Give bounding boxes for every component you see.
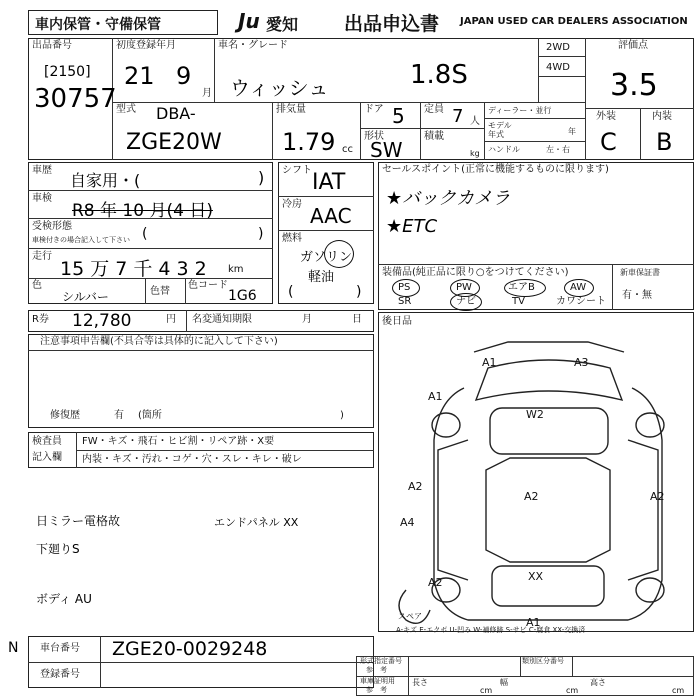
history-label: 車歴 — [32, 165, 52, 176]
chassis-label: 車台番号 — [40, 643, 80, 654]
displacement-value: 1.79 — [282, 128, 336, 156]
receive-open: ( — [142, 226, 148, 242]
reminder-day: 日 — [352, 314, 362, 325]
mark-w2: W2 — [526, 408, 544, 421]
spec-class-label: 類別区分番号 — [522, 657, 564, 665]
chassis-number: ZGE20-0029248 — [112, 638, 268, 660]
rating-label: 評価点 — [618, 40, 648, 51]
load-unit: kg — [470, 149, 480, 158]
mark-a1-front: A1 — [482, 356, 497, 369]
registration-label: 初度登録年月 — [116, 40, 176, 51]
sales-label: セールスポイント(正常に機能するものに限ります) — [382, 164, 609, 175]
equip-aw: AW — [570, 282, 587, 293]
car-damage-diagram — [378, 330, 694, 630]
model-label: 車名・グレード — [218, 40, 288, 51]
equip-tv: TV — [512, 296, 525, 307]
spec-height-unit: cm — [672, 686, 685, 695]
drive-2wd: 2WD — [546, 42, 570, 53]
registration-number-label: 登録番号 — [40, 669, 80, 680]
spec-height: 高さ — [590, 678, 606, 687]
color-change-label: 色替 — [150, 286, 170, 297]
color-label: 色 — [32, 280, 42, 291]
displacement-unit: cc — [342, 144, 353, 155]
month-unit: 月 — [202, 88, 212, 99]
spec-width: 幅 — [500, 678, 508, 687]
color-code-label: 色コード — [188, 280, 228, 291]
inspector-entry-label: 記入欄 — [32, 452, 62, 463]
receive-close: ) — [258, 226, 264, 242]
steering-label: ハンドル — [488, 145, 520, 154]
equip-navi-circle — [450, 293, 482, 311]
mark-a1-left: A1 — [428, 390, 443, 403]
lot-label: 出品番号 — [32, 40, 72, 51]
type-code: ZGE20W — [126, 130, 222, 155]
inspector-label: 検査員 — [32, 436, 62, 447]
storage-badge — [28, 10, 218, 35]
fuel-close: ) — [356, 284, 362, 300]
repair-close: ) — [340, 410, 344, 421]
damage-legend: A-キズ E-エクボ U-凹み W-補修跡 S-サビ C-腐食 XX-交換済 — [396, 626, 586, 634]
lot-bracket: [2150] — [44, 64, 91, 80]
shift-value: IAT — [312, 170, 346, 195]
recycle-label: R券 — [32, 314, 49, 325]
inspector-row-2: 内装・キズ・汚れ・コゲ・穴・スレ・キレ・破レ — [82, 454, 302, 465]
form-title: 出品申込書 — [344, 13, 440, 35]
year-label: 年式 — [488, 130, 504, 139]
load-label: 積載 — [424, 131, 444, 142]
mark-a2-rear: A2 — [428, 576, 443, 589]
spare-label: スペア — [398, 612, 422, 621]
sales-item-1: ★バックカメラ — [386, 188, 511, 209]
cooling-label: 冷房 — [282, 199, 302, 210]
spec-ref-4: 考 — [380, 686, 387, 694]
mileage-label: 走行 — [32, 251, 52, 262]
fuel-gasoline: ガソリン — [300, 250, 353, 265]
org-name: 愛知 — [266, 15, 299, 34]
capacity-unit: 人 — [470, 116, 480, 127]
inspection-value: R8 年 10 月(4 日) — [72, 201, 213, 221]
remark-1: 日ミラー電格故 — [36, 514, 121, 528]
remark-2: 下廻りS — [36, 542, 80, 556]
mark-a3-front: A3 — [574, 356, 589, 369]
repair-value: 有 — [114, 410, 124, 421]
spec-ref-2: 考 — [380, 666, 387, 674]
equip-sr: SR — [398, 296, 412, 307]
history-block — [28, 162, 273, 304]
reminder-label: 名変通知期限 — [192, 314, 252, 325]
equip-ps: PS — [398, 282, 411, 293]
shape-label: 形状 — [364, 131, 384, 142]
capacity-value: 7 — [452, 106, 464, 127]
notes-label: 注意事項申告欄(不具合等は具体的に記入して下さい) — [40, 336, 278, 347]
mark-a2-left: A2 — [408, 480, 423, 493]
equip-ps-circle — [392, 279, 420, 297]
mark-a1-rear: A1 — [526, 616, 541, 629]
fuel-label: 燃料 — [282, 233, 302, 244]
mark-xx-rear: XX — [528, 570, 544, 583]
association-name: JAPAN USED CAR DEALERS ASSOCIATION — [460, 16, 688, 27]
spec-length: 長さ — [412, 678, 428, 687]
doors-label: ドア — [364, 104, 384, 115]
color-value: シルバー — [62, 290, 109, 304]
equip-airbag: エアB — [508, 282, 535, 293]
model-name: ウィッシュ — [230, 76, 329, 100]
shift-label: シフト — [282, 165, 312, 176]
exterior-label: 外装 — [596, 111, 616, 122]
warranty-options: 有・無 — [622, 290, 652, 301]
displacement-label: 排気量 — [276, 104, 306, 115]
doors-value: 5 — [392, 104, 405, 128]
registration-month: 9 — [176, 62, 192, 90]
spec-type-label: 形式指定番号 — [360, 657, 402, 665]
history-close: ) — [258, 168, 265, 187]
remark-3: ボディ AU — [36, 592, 92, 606]
spec-garage-label: 車庫証明用 — [360, 677, 395, 685]
fuel-selected-circle — [324, 240, 354, 268]
recycle-value: 12,780 — [72, 311, 132, 331]
warranty-label: 新車保証書 — [620, 268, 660, 277]
spec-ref-3: 参 — [366, 686, 373, 694]
equip-aw-circle — [564, 279, 594, 297]
cooling-value: AAC — [310, 204, 352, 228]
reminder-month: 月 — [302, 314, 312, 325]
equip-pw: PW — [456, 282, 472, 293]
spec-width-unit: cm — [566, 686, 579, 695]
color-code: 1G6 — [228, 288, 257, 304]
equip-leather: カワシート — [556, 296, 606, 307]
model-grade: 1.8S — [410, 60, 468, 90]
exterior-grade: C — [600, 128, 617, 156]
mark-a4: A4 — [400, 516, 415, 529]
shape-value: SW — [370, 138, 403, 162]
dealer-label: ディーラー・並行 — [488, 106, 552, 115]
drive-4wd: 4WD — [546, 62, 570, 73]
recycle-unit: 円 — [166, 314, 176, 325]
margin-mark: N — [8, 640, 19, 656]
receive-note: 車検付きの場合記入して下さい — [32, 236, 130, 244]
repair-place: (箇所 — [138, 410, 162, 421]
fuel-diesel: 軽油 — [308, 270, 335, 285]
mark-a2-right: A2 — [650, 490, 665, 503]
mileage-unit: km — [228, 264, 244, 275]
type-prefix: DBA- — [156, 104, 196, 123]
postmark-label: 後日品 — [382, 316, 412, 327]
equipment-label: 装備品(純正品に限り○をつけてください) — [382, 267, 569, 278]
mark-a2-roof: A2 — [524, 490, 539, 503]
sales-item-2: ★ETC — [386, 216, 438, 237]
capacity-label: 定員 — [424, 104, 444, 115]
rating-score: 3.5 — [610, 68, 658, 103]
inspection-label: 車検 — [32, 193, 52, 204]
equip-airbag-circle — [504, 279, 546, 297]
fuel-open: ( — [288, 284, 294, 300]
type-label: 型式 — [116, 104, 136, 115]
remark-4: エンドパネル XX — [214, 516, 299, 529]
mileage-value: 15 万 7 千 4 3 2 — [60, 258, 207, 280]
repair-label: 修復歴 — [50, 410, 80, 421]
registration-year: 21 — [124, 62, 155, 90]
receive-label: 受検形態 — [32, 221, 72, 232]
history-value: 自家用・( — [70, 171, 141, 190]
spec-ref-1: 参 — [366, 666, 373, 674]
spec-length-unit: cm — [480, 686, 493, 695]
storage-badge-text: 車内保管・守備保管 — [35, 17, 161, 33]
inspector-row-1: FW・キズ・飛石・ヒビ割・リペア跡・X要 — [82, 436, 275, 447]
model-year-label: モデル — [488, 121, 512, 130]
interior-label: 内装 — [652, 111, 672, 122]
lot-number: 30757 — [34, 84, 117, 114]
equip-navi: ナビ — [456, 296, 476, 307]
steering-options: 左・右 — [546, 145, 570, 154]
interior-grade: B — [656, 128, 673, 156]
ju-logo-text: Ju — [238, 9, 260, 33]
year-unit: 年 — [568, 127, 576, 136]
